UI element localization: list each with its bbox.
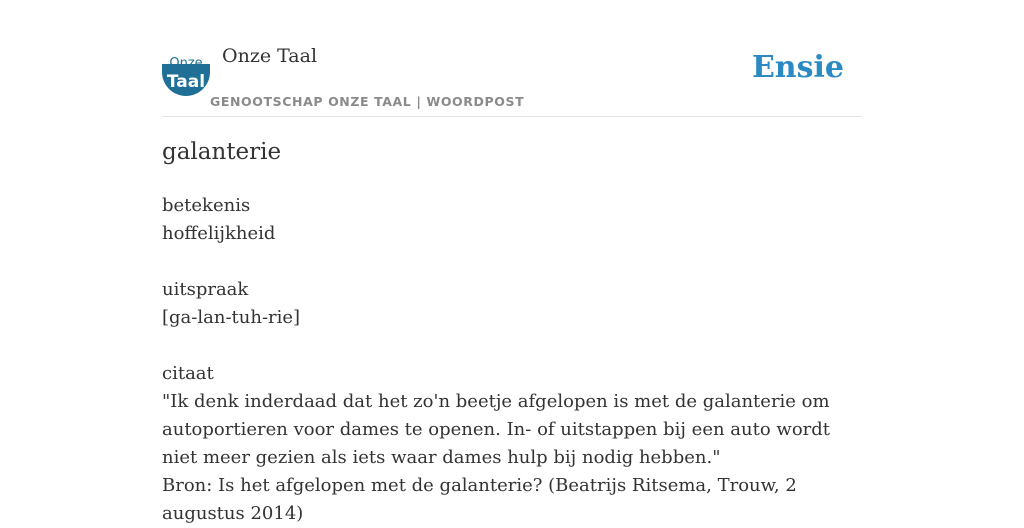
quote-source: Bron: Is het afgelopen met de galanterie? (Beatrijs Ritsema, Trouw, 2 augustus 2014)	[162, 475, 797, 524]
pronunciation-value: [ga-lan-tuh-rie]	[162, 307, 301, 328]
quote-text: "Ik denk inderdaad dat het zo'n beetje afgelopen is met de galanterie om autoportieren voor dames te openen. In- of uitstappen bij een auto wordt niet meer gezien als iets waar dames hulp bij nodig hebben."	[162, 391, 831, 468]
logo-text-bottom: Taal	[166, 72, 206, 92]
header	[162, 0, 862, 117]
quote-label: citaat	[162, 363, 214, 384]
spacer	[162, 248, 852, 276]
onze-taal-logo[interactable]	[162, 50, 210, 96]
entry-title: galanterie	[162, 139, 282, 165]
entry-body	[162, 192, 852, 528]
ensie-brand-link[interactable]: Ensie	[751, 50, 844, 85]
meaning-label: betekenis	[162, 195, 251, 216]
meaning-value: hoffelijkheid	[162, 223, 276, 244]
spacer	[162, 332, 852, 360]
site-subtitle[interactable]: GENOOTSCHAP ONZE TAAL | WOORDPOST	[210, 94, 525, 109]
pronunciation-label: uitspraak	[162, 279, 249, 300]
logo-text-top: Onze	[169, 56, 203, 71]
site-title[interactable]: Onze Taal	[222, 45, 318, 67]
page	[162, 0, 862, 524]
